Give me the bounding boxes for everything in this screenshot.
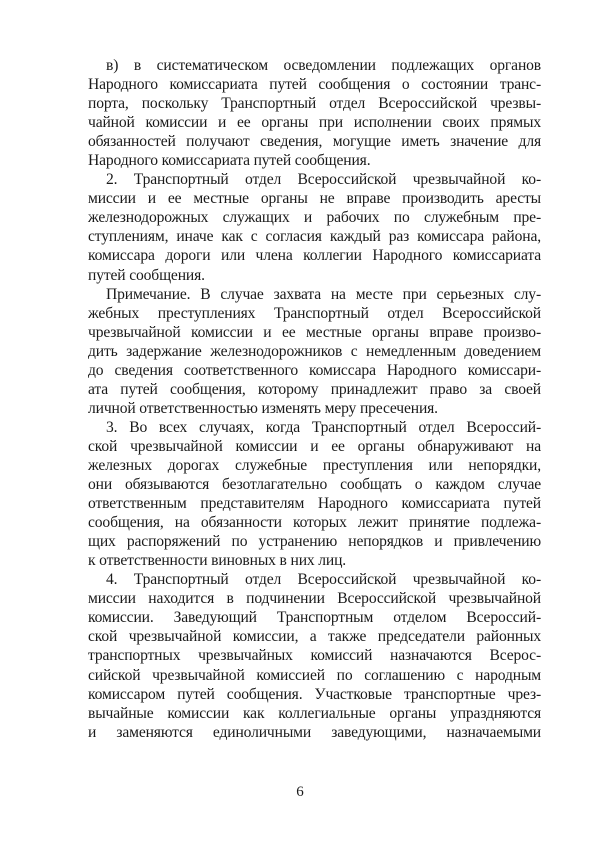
text-line: и заменяются единоличными заведующими, назначаемыми — [88, 723, 541, 741]
text-line: ской чрезвычайной комиссии и ее органы обнаруживают на — [88, 437, 541, 455]
text-line: сообщения, на обязанности которых лежит принятие подлежа- — [88, 514, 541, 532]
text-line: Примечание. В случае захвата на месте при серьезных слу- — [106, 285, 541, 303]
text-line: 3. Во всех случаях, когда Транспортный отдел Всероссий- — [106, 418, 541, 436]
text-line: порта, поскольку Транспортный отдел Всероссийской чрезвы- — [88, 95, 541, 113]
text-line: к ответственности виновных в них лиц. — [88, 552, 347, 570]
text-line: чрезвычайной комиссии и ее местные органы вправе произво- — [88, 323, 541, 341]
text-line: миссии и ее местные органы не вправе производить аресты — [88, 190, 541, 208]
text-line: ответственным представителям Народного комиссариата путей — [88, 495, 541, 513]
text-line: железнодорожных служащих и рабочих по служебным пре- — [88, 209, 541, 227]
text-line: до сведения соответственного комиссара Народного комиссари- — [88, 361, 541, 379]
text-line: Народного комиссариата путей сообщения о состоянии транс- — [88, 76, 541, 94]
text-line: ата путей сообщения, которому принадлежит право за своей — [88, 380, 541, 398]
page-number: 6 — [296, 784, 304, 800]
text-line: железных дорогах служебные преступления или непорядки, — [88, 456, 541, 474]
text-line: жебных преступлениях Транспортный отдел Всероссийской — [88, 304, 541, 322]
text-line: ступлениям, иначе как с согласия каждый раз комиссара района, — [88, 228, 541, 246]
text-line: 4. Транспортный отдел Всероссийской чрезвычайной ко- — [106, 571, 541, 589]
text-line: ской чрезвычайной комиссии, а также председатели районных — [88, 628, 541, 646]
text-line: личной ответственностью изменять меру пресечения. — [88, 399, 438, 417]
body-text — [88, 56, 541, 742]
text-line: обязанностей получают сведения, могущие иметь значение для — [88, 133, 541, 151]
text-line: в) в систематическом осведомлении подлежащих органов — [106, 57, 541, 74]
text-line: транспортных чрезвычайных комиссий назначаются Всерос- — [88, 647, 541, 665]
text-line: 2. Транспортный отдел Всероссийской чрезвычайной ко- — [106, 171, 541, 189]
text-line: комиссара дороги или члена коллегии Народного комиссариата — [88, 247, 541, 265]
text-line: миссии находится в подчинении Всероссийской чрезвычайной — [88, 590, 541, 608]
text-line: чайной комиссии и ее органы при исполнении своих прямых — [88, 114, 541, 132]
text-line: путей сообщения. — [88, 266, 205, 284]
text-line: дить задержание железнодорожников с немедленным доведением — [88, 342, 541, 360]
text-line: они обязываются безотлагательно сообщать о каждом случае — [88, 476, 541, 494]
text-line: щих распоряжений по устранению непорядков и привлечению — [88, 533, 541, 551]
text-line: вычайные комиссии как коллегиальные органы упраздняются — [88, 704, 541, 722]
text-line: сийской чрезвычайной комиссией по соглашению с народным — [88, 666, 541, 684]
text-line: комиссии. Заведующий Транспортным отделом Всероссий- — [88, 609, 541, 627]
text-line: комиссаром путей сообщения. Участковые транспортные чрез- — [88, 685, 541, 703]
text-line: Народного комиссариата путей сообщения. — [88, 152, 371, 170]
